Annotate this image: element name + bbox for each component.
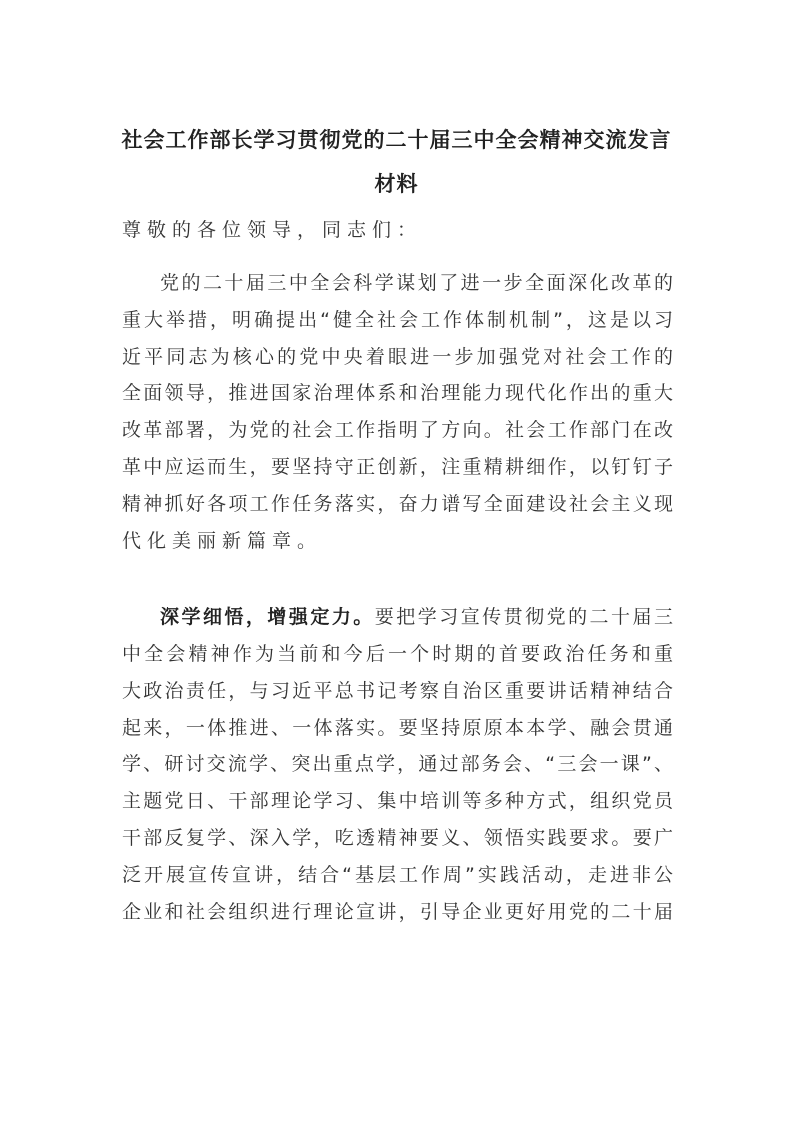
paragraph-line: 泛开展宣传宣讲，结合“基层工作周”实践活动，走进非公 bbox=[122, 864, 673, 886]
paragraph-line: 主题党日、干部理论学习、集中培训等多种方式，组织党员 bbox=[122, 790, 673, 812]
paragraph-text: 要把学习宣传贯彻党的二十届三 bbox=[374, 606, 673, 628]
paragraph-line: 全面领导，推进国家治理体系和治理能力现代化作出的重大 bbox=[122, 382, 673, 404]
paragraph-line: 中全会精神作为当前和今后一个时期的首要政治任务和重 bbox=[122, 643, 673, 665]
document-title-line-2: 材料 bbox=[374, 172, 419, 196]
paragraph-line: 改革部署，为党的社会工作指明了方向。社会工作部门在改 bbox=[122, 419, 673, 441]
paragraph-line: 党的二十届三中全会科学谋划了进一步全面深化改革的 bbox=[160, 272, 673, 294]
paragraph-line: 革中应运而生，要坚持守正创新，注重精耕细作，以钉钉子 bbox=[122, 456, 673, 478]
paragraph-line: 企业和社会组织进行理论宣讲，引导企业更好用党的二十届 bbox=[122, 901, 673, 923]
paragraph-line: 起来，一体推进、一体落实。要坚持原原本本学、融会贯通 bbox=[122, 717, 673, 739]
paragraph-line: 大政治责任，与习近平总书记考察自治区重要讲话精神结合 bbox=[122, 680, 673, 702]
section-heading: 深学细悟，增强定力。 bbox=[160, 606, 375, 628]
paragraph-line: 干部反复学、深入学，吃透精神要义、领悟实践要求。要广 bbox=[122, 827, 673, 849]
paragraph-line: 学、研讨交流学、突出重点学，通过部务会、“三会一课”、 bbox=[122, 753, 673, 775]
paragraph-line: 近平同志为核心的党中央着眼进一步加强党对社会工作的 bbox=[122, 346, 673, 368]
greeting: 尊敬的各位领导，同志们： bbox=[122, 219, 423, 241]
paragraph-line: 代化美丽新篇章。 bbox=[122, 530, 323, 552]
document-title-line-1: 社会工作部长学习贯彻党的二十届三中全会精神交流发言 bbox=[121, 128, 672, 152]
paragraph-line bbox=[160, 605, 673, 629]
paragraph-line: 精神抓好各项工作任务落实，奋力谱写全面建设社会主义现 bbox=[122, 493, 673, 515]
paragraph-line: 重大举措，明确提出“健全社会工作体制机制”，这是以习 bbox=[122, 309, 673, 331]
